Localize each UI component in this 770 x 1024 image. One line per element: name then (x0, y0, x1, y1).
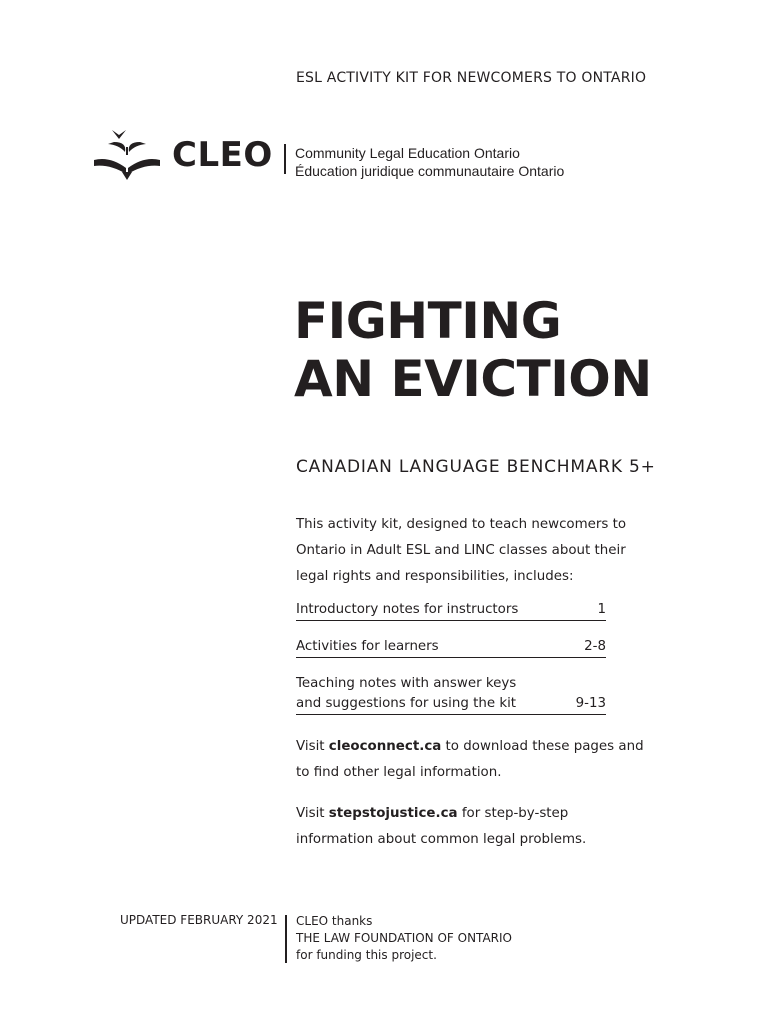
visit-prefix: Visit (296, 806, 329, 821)
thanks-line: for funding this project. (296, 948, 437, 962)
logo-org-names (295, 144, 564, 180)
contents-label: Teaching notes with answer keys and suggestions for using the kit (296, 676, 517, 711)
logo-divider (284, 144, 286, 174)
funder-name: THE LAW FOUNDATION OF ONTARIO (296, 931, 512, 945)
contents-list (296, 600, 606, 715)
visit-prefix: Visit (296, 739, 329, 754)
stepstojustice-link[interactable]: stepstojustice.ca (328, 806, 458, 821)
kit-header: ESL ACTIVITY KIT FOR NEWCOMERS TO ONTARIO (296, 70, 647, 86)
cleo-bird-book-icon (92, 128, 162, 182)
funding-acknowledgement (296, 913, 512, 964)
updated-date: UPDATED FEBRUARY 2021 (120, 913, 278, 927)
contents-label: Introductory notes for instructors (296, 602, 519, 617)
contents-row (296, 674, 606, 715)
contents-label: Activities for learners (296, 639, 439, 654)
contents-page: 2-8 (584, 639, 606, 654)
contents-row (296, 600, 606, 621)
thanks-line: CLEO thanks (296, 914, 373, 928)
contents-row (296, 637, 606, 658)
org-name-french: Éducation juridique communautaire Ontario (295, 163, 565, 179)
cleoconnect-link[interactable]: cleoconnect.ca (328, 739, 442, 754)
visit-suffix: for step-by-step information about common legal problems. (296, 806, 587, 847)
visit-stepstojustice-text (296, 801, 646, 853)
document-title (294, 292, 652, 408)
cleo-logo (92, 128, 572, 182)
benchmark-subtitle: CANADIAN LANGUAGE BENCHMARK 5+ (296, 457, 656, 477)
logo-wordmark: CLEO (172, 135, 273, 175)
visit-cleoconnect-text (296, 734, 646, 786)
title-line-1: FIGHTING (294, 292, 562, 350)
contents-page: 9-13 (575, 696, 606, 711)
org-name-english: Community Legal Education Ontario (295, 145, 520, 161)
title-line-2: AN EVICTION (294, 350, 652, 408)
contents-page: 1 (597, 602, 606, 617)
footer-divider (285, 915, 287, 963)
intro-paragraph: This activity kit, designed to teach newcomers to Ontario in Adult ESL and LINC classes about their legal rights and responsibilities, includes: (296, 517, 627, 584)
visit-suffix: to download these pages and to find other legal information. (296, 739, 644, 780)
